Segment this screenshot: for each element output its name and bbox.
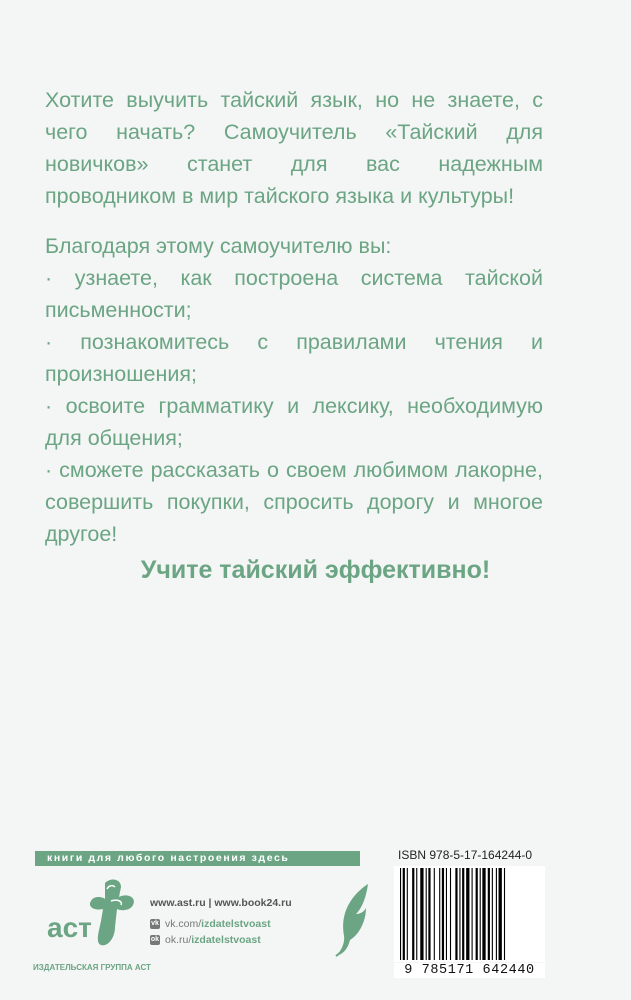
barcode-bar	[476, 868, 478, 960]
ast-logo	[33, 875, 153, 955]
benefit-item: · познакомитесь с правилами чтения и произношения;	[45, 330, 543, 386]
benefit-item: · узнаете, как построена система тайской письменности;	[45, 266, 543, 322]
benefits-lead: Благодаря этому самоучителю вы:	[45, 234, 392, 258]
barcode-bar	[407, 868, 408, 960]
barcode-bar	[434, 868, 435, 960]
ok-link[interactable]	[150, 934, 292, 946]
barcode-bar	[426, 868, 427, 960]
vk-link[interactable]	[150, 918, 292, 930]
vk-prefix: vk.com/	[165, 918, 202, 930]
ok-icon: ok	[150, 936, 160, 943]
barcode-bar	[496, 868, 497, 960]
benefit-item: · освоите грамматику и лексику, необходимую для общения;	[45, 394, 543, 450]
call-to-action: Учите тайский эффективно!	[140, 556, 491, 584]
feather-icon	[330, 880, 375, 960]
ok-prefix: ok.ru/	[165, 934, 192, 946]
barcode-bar	[403, 868, 405, 960]
benefit-item: · сможете рассказать о своем любимом лакорне, совершить покупки, спросить дорогу и многое другое!	[45, 458, 543, 546]
barcode-bar	[455, 868, 457, 960]
isbn-text: ISBN 978-5-17-164244-0	[398, 848, 533, 862]
isbn-barcode	[394, 866, 545, 962]
barcode-bar	[504, 868, 505, 960]
barcode-bar	[450, 868, 451, 960]
barcode-bar	[412, 868, 414, 960]
barcode-bar	[428, 868, 430, 960]
intro-paragraph: Хотите выучить тайский язык, но не знаете, с чего начать? Самоучитель «Тайский для новичков» станет для вас надежным проводником в мир тайского языка и культуры!	[45, 88, 543, 208]
barcode-bar	[439, 868, 440, 960]
logo-text: аст	[47, 912, 92, 943]
barcode-bar	[420, 868, 423, 960]
barcode-bar	[492, 868, 493, 960]
publisher-links	[150, 897, 292, 950]
barcode-bar	[472, 868, 473, 960]
description-block	[45, 84, 543, 550]
vk-handle: izdatelstvoast	[201, 918, 271, 930]
barcode-bar	[462, 868, 464, 960]
vk-icon: vk	[151, 920, 159, 927]
barcode-bar	[400, 868, 401, 960]
barcode-bar	[442, 868, 444, 960]
barcode-bar	[446, 868, 447, 960]
barcode-bar	[499, 868, 502, 960]
website-links[interactable]: www.ast.ru | www.book24.ru	[150, 897, 292, 909]
barcode-bar	[488, 868, 490, 960]
slogan-band: книги для любого настроения здесь	[35, 851, 360, 866]
ok-handle: izdatelstvoast	[191, 934, 261, 946]
barcode-bar	[466, 868, 469, 960]
barcode-bar	[480, 868, 481, 960]
publisher-caption: ИЗДАТЕЛЬСКАЯ ГРУППА АСТ	[33, 963, 151, 972]
barcode-bar	[416, 868, 417, 960]
barcode-bar	[482, 868, 485, 960]
barcode-number: 9 785171 642440	[394, 963, 545, 978]
barcode-bar	[459, 868, 460, 960]
